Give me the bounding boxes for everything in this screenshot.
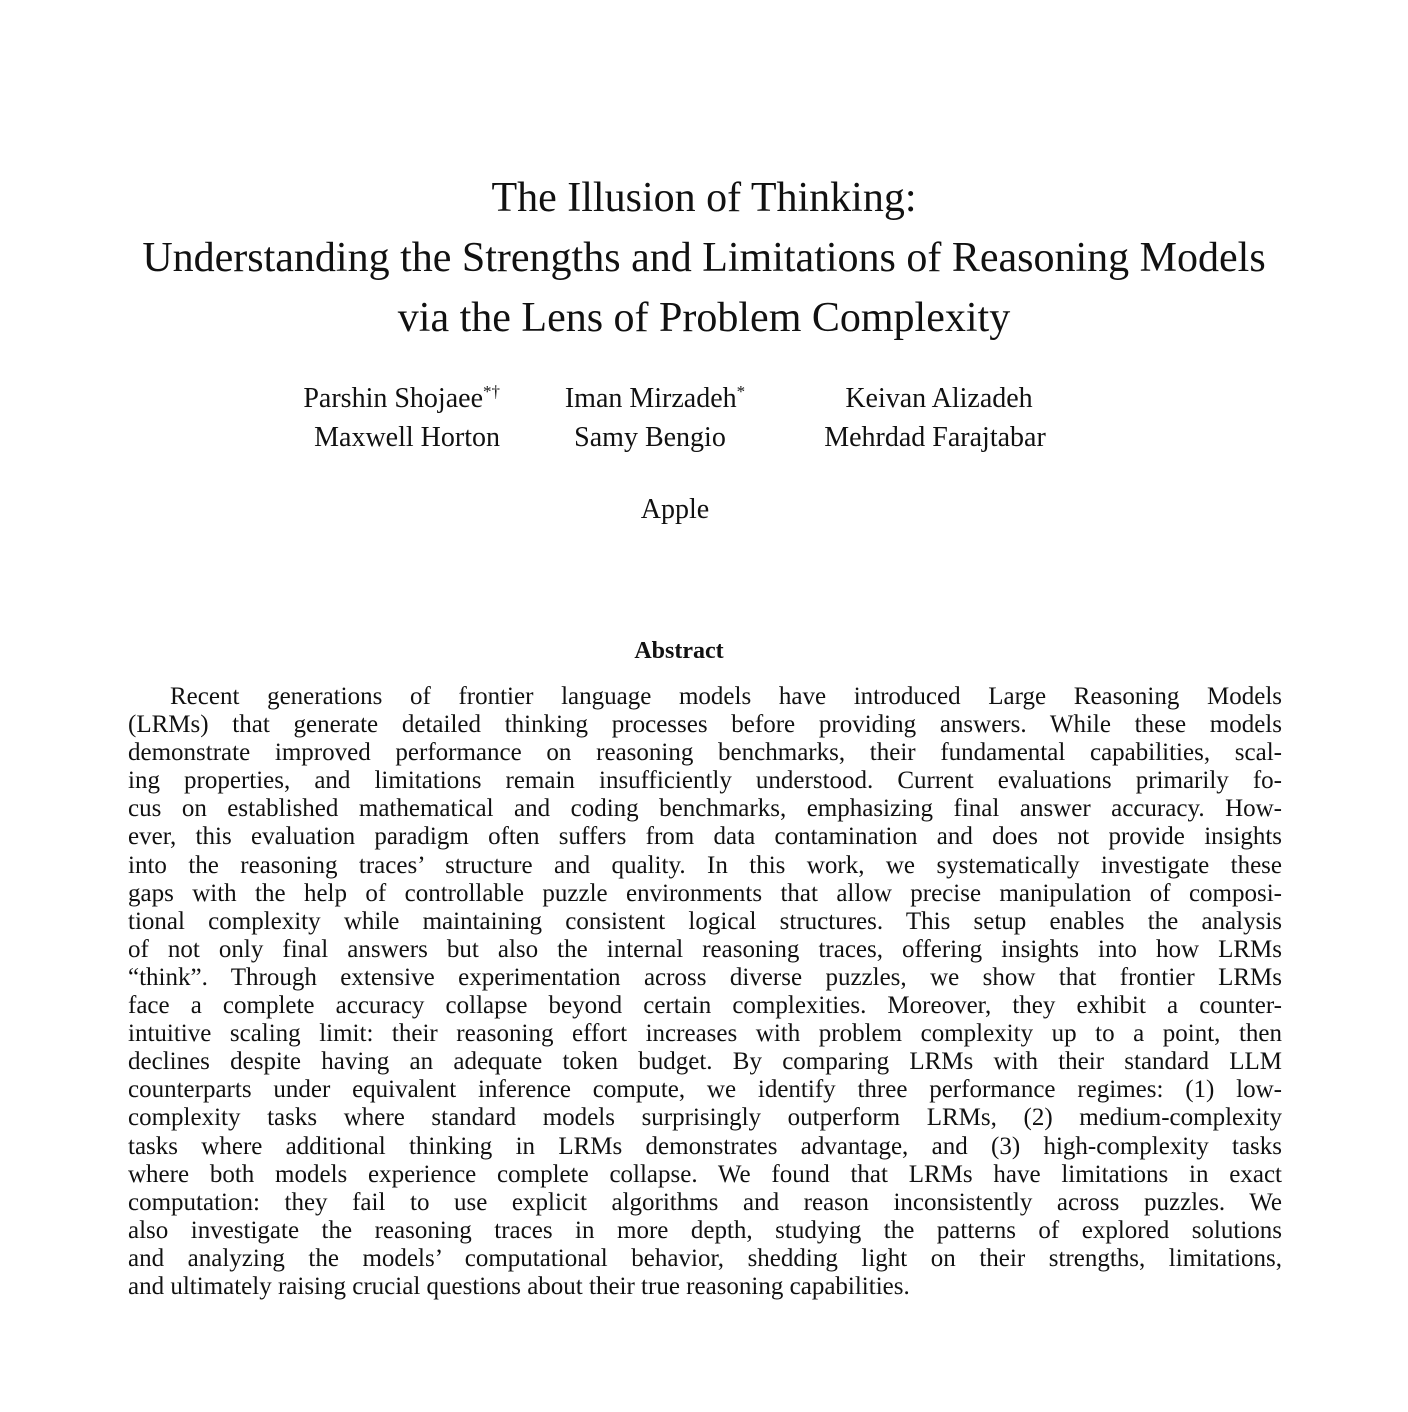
abstract-line: “think”. Through extensive experimentation across diverse puzzles, we show that frontier LRMs	[128, 963, 1282, 991]
paper-title	[0, 168, 1408, 348]
abstract-line: where both models experience complete collapse. We found that LRMs have limitations in exact	[128, 1160, 1282, 1188]
author-name: Iman Mirzadeh	[564, 383, 737, 414]
abstract-line: tasks where additional thinking in LRMs demonstrates advantage, and (3) high-complexity tasks	[128, 1132, 1282, 1160]
affiliation: Apple	[640, 494, 710, 525]
abstract-line: and analyzing the models’ computational behavior, shedding light on their strengths, limitations,	[128, 1244, 1282, 1272]
abstract-line: ing properties, and limitations remain insufficiently understood. Current evaluations primarily fo-	[128, 767, 1282, 795]
abstract-line: gaps with the help of controllable puzzle environments that allow precise manipulation of composi-	[128, 879, 1282, 907]
author-name: Samy Bengio	[574, 422, 726, 453]
abstract-line: tional complexity while maintaining consistent logical structures. This setup enables the analysis	[128, 907, 1282, 935]
author	[314, 419, 500, 457]
abstract-line: ever, this evaluation paradigm often suffers from data contamination and does not provide insights	[128, 823, 1282, 851]
abstract-line: (LRMs) that generate detailed thinking processes before providing answers. While these models	[128, 711, 1282, 739]
abstract-line: demonstrate improved performance on reasoning benchmarks, their fundamental capabilities, scal-	[128, 739, 1282, 767]
abstract-line: and ultimately raising crucial questions about their true reasoning capabilities.	[128, 1272, 910, 1300]
author-name: Maxwell Horton	[314, 422, 500, 453]
author-name: Parshin Shojaee	[303, 383, 483, 414]
abstract-line: declines despite having an adequate token budget. By comparing LRMs with their standard LLM	[128, 1048, 1282, 1076]
abstract-line: into the reasoning traces’ structure and quality. In this work, we systematically investigate these	[128, 851, 1282, 879]
abstract-line: counterparts under equivalent inference compute, we identify three performance regimes: (1) low-	[128, 1076, 1282, 1104]
abstract-line: cus on established mathematical and coding benchmarks, emphasizing final answer accuracy. How-	[128, 795, 1282, 823]
abstract-body	[128, 683, 1282, 1301]
title-line: Understanding the Strengths and Limitations of Reasoning Models	[142, 235, 1266, 281]
author-name: Keivan Alizadeh	[845, 383, 1033, 414]
abstract-line: face a complete accuracy collapse beyond certain complexities. Moreover, they exhibit a counter-	[128, 992, 1282, 1020]
author-marks: *†	[483, 382, 500, 401]
abstract-line: of not only final answers but also the internal reasoning traces, offering insights into how LRMs	[128, 935, 1282, 963]
author	[565, 380, 745, 418]
abstract-line: also investigate the reasoning traces in more depth, studying the patterns of explored solutions	[128, 1216, 1282, 1244]
abstract-line: computation: they fail to use explicit algorithms and reason inconsistently across puzzles. We	[128, 1188, 1282, 1216]
author	[574, 419, 726, 457]
abstract-line: intuitive scaling limit: their reasoning effort increases with problem complexity up to a point, then	[128, 1020, 1282, 1048]
author	[824, 419, 1046, 457]
author-name: Mehrdad Farajtabar	[824, 422, 1046, 453]
author	[303, 380, 500, 418]
abstract-line: Recent generations of frontier language models have introduced Large Reasoning Models	[170, 683, 1282, 710]
author	[845, 380, 1032, 418]
abstract-line: complexity tasks where standard models surprisingly outperform LRMs, (2) medium-complexity	[128, 1104, 1282, 1132]
author-marks: *	[736, 382, 746, 401]
title-line: via the Lens of Problem Complexity	[397, 295, 1011, 341]
title-line: The Illusion of Thinking:	[491, 175, 917, 221]
abstract-heading: Abstract	[634, 638, 724, 664]
